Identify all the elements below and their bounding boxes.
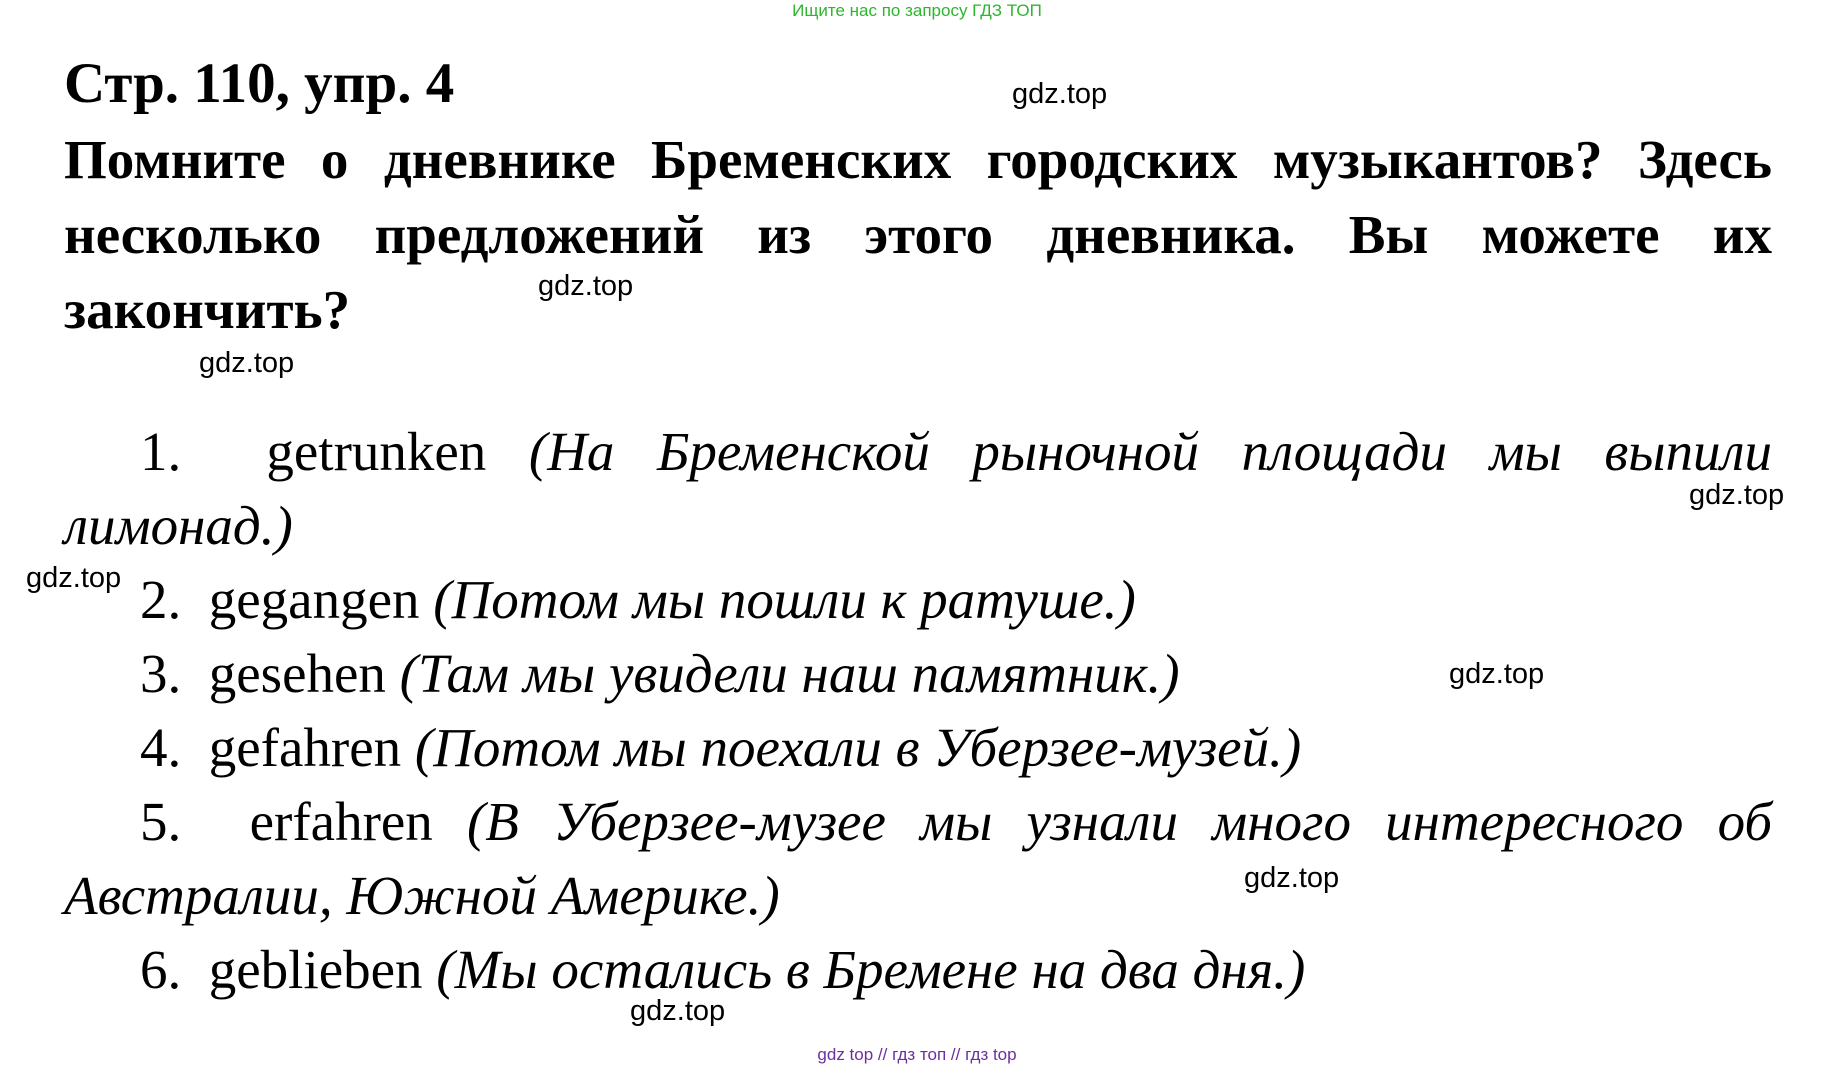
answer-verb: geblieben <box>208 939 423 1000</box>
watermark: gdz.top <box>26 562 122 594</box>
answer-number: 5. <box>140 791 182 852</box>
exercise-task: Помните о дневнике Бременских городских музыкантов? Здесь несколько предложений из этого дневника. Вы можете их закончить? <box>64 129 1772 340</box>
answer-number: 4. <box>140 717 182 778</box>
answer-item <box>64 415 1772 563</box>
answer-item <box>64 785 1772 933</box>
watermark: gdz.top <box>1449 658 1545 690</box>
answer-verb: erfahren <box>249 791 433 852</box>
watermark: gdz.top <box>1244 862 1340 894</box>
watermark: gdz.top <box>630 995 726 1027</box>
watermark: gdz.top <box>538 270 634 302</box>
answer-list <box>64 415 1772 1007</box>
answer-translation: (Мы остались в Бремене на два дня.) <box>436 939 1306 1000</box>
answer-verb: gegangen <box>208 569 420 630</box>
top-banner-link[interactable]: Ищите нас по запросу ГДЗ ТОП <box>792 1 1042 20</box>
page-title: Стр. 110, упр. 4 <box>64 52 455 115</box>
answer-item <box>64 711 1772 785</box>
watermark: gdz.top <box>1689 479 1785 511</box>
answer-item <box>64 933 1772 1007</box>
answer-translation: (В Уберзее-музее мы узнали много интересного об Австралии, Южной Америке.) <box>64 791 1773 926</box>
bottom-banner-link[interactable]: gdz top // гдз топ // гдз top <box>817 1045 1017 1064</box>
answer-item <box>64 563 1772 637</box>
answer-verb: gesehen <box>208 643 386 704</box>
answer-translation: (Там мы увидели наш памятник.) <box>399 643 1180 704</box>
answer-translation: (На Бременской рыночной площади мы выпили лимонад.) <box>64 421 1773 556</box>
answer-number: 2. <box>140 569 182 630</box>
answer-number: 3. <box>140 643 182 704</box>
answer-number: 1. <box>140 421 182 482</box>
answer-number: 6. <box>140 939 182 1000</box>
answer-translation: (Потом мы пошли к ратуше.) <box>433 569 1136 630</box>
watermark: gdz.top <box>199 347 295 379</box>
watermark: gdz.top <box>1012 78 1108 110</box>
answer-verb: getrunken <box>266 421 487 482</box>
answer-translation: (Потом мы поехали в Уберзее-музей.) <box>414 717 1302 778</box>
answer-verb: gefahren <box>208 717 402 778</box>
